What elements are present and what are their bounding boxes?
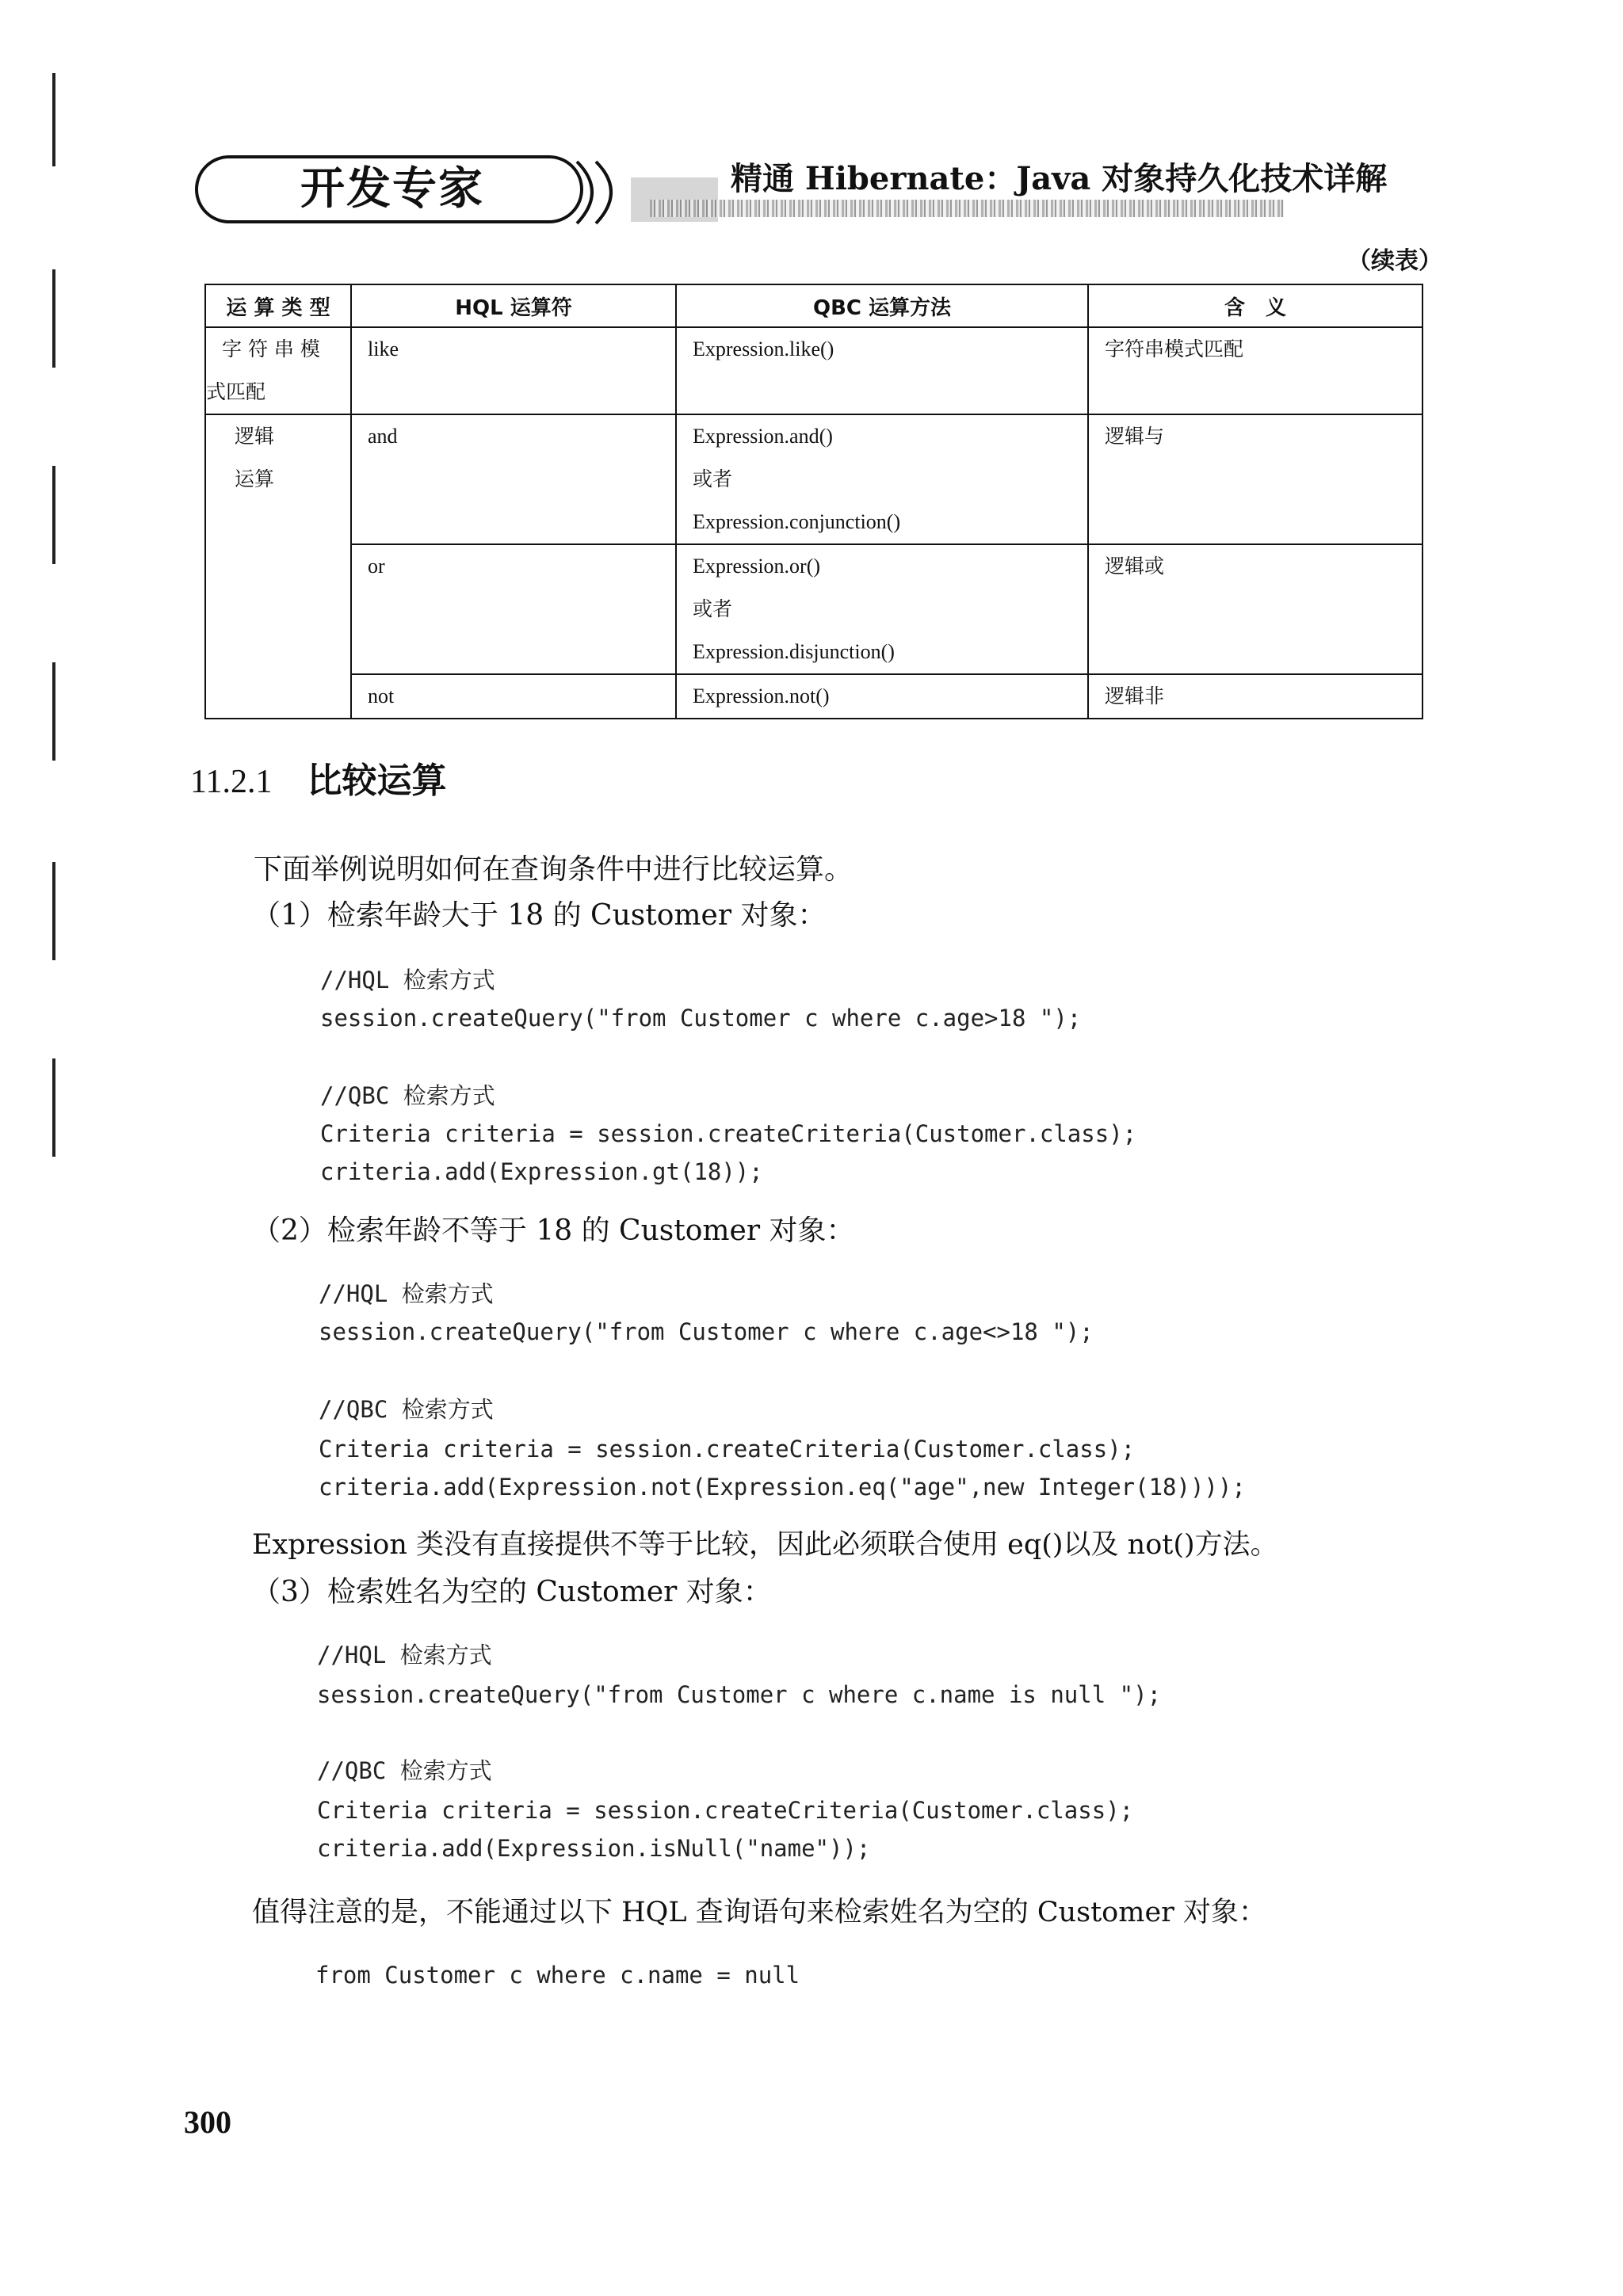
table-continued-label: （续表） bbox=[1347, 247, 1442, 275]
table-row bbox=[205, 414, 1423, 544]
example-3-title: （3）检索姓名为空的 Customer 对象： bbox=[252, 1576, 772, 1608]
cell-hql: like bbox=[351, 327, 676, 414]
section-title: 比较运算 bbox=[307, 761, 447, 801]
cell-type-line: 式匹配 bbox=[206, 380, 266, 403]
series-badge-text: 开发专家 bbox=[300, 163, 484, 215]
code-line: session.createQuery("from Customer c where c.name is null "); bbox=[317, 1681, 1162, 1708]
cell-type bbox=[205, 414, 351, 719]
cell-qbc-line: 或者 bbox=[693, 467, 733, 490]
cell-qbc-line: Expression.like() bbox=[693, 338, 834, 360]
section-number: 11.2.1 bbox=[190, 764, 273, 800]
code-comment: //QBC 检索方式 bbox=[320, 1082, 495, 1109]
cell-qbc-line: 或者 bbox=[693, 597, 733, 620]
header-hql: HQL 运算符 bbox=[351, 284, 676, 327]
example-1-title: （1）检索年龄大于 18 的 Customer 对象： bbox=[252, 899, 827, 932]
cell-meaning: 逻辑或 bbox=[1088, 544, 1423, 674]
code-line: session.createQuery("from Customer c where c.age>18 "); bbox=[320, 1005, 1082, 1032]
cell-qbc bbox=[676, 414, 1088, 544]
cell-type-line: 字 符 串 模 bbox=[222, 338, 320, 360]
table-row bbox=[205, 544, 1423, 674]
cell-qbc-line: Expression.not() bbox=[693, 685, 830, 707]
code-comment: //QBC 检索方式 bbox=[317, 1757, 492, 1784]
code-comment: //HQL 检索方式 bbox=[317, 1642, 492, 1669]
note-paragraph: 值得注意的是，不能通过以下 HQL 查询语句来检索姓名为空的 Customer 对象： bbox=[252, 1897, 1267, 1928]
cell-qbc-line: Expression.and() bbox=[693, 425, 833, 448]
cell-hql: not bbox=[351, 674, 676, 719]
margin-mark bbox=[52, 862, 55, 960]
margin-mark bbox=[52, 73, 55, 166]
header-arc-icon bbox=[572, 157, 731, 228]
code-comment: //HQL 检索方式 bbox=[319, 1280, 494, 1307]
cell-qbc-line: Expression.disjunction() bbox=[693, 640, 895, 663]
code-comment: //QBC 检索方式 bbox=[319, 1396, 494, 1423]
code-line: criteria.add(Expression.gt(18)); bbox=[320, 1158, 763, 1185]
code-line: criteria.add(Expression.not(Expression.eq("age",new Integer(18)))); bbox=[319, 1474, 1246, 1501]
book-title: 精通 Hibernate：Java 对象持久化技术详解 bbox=[731, 160, 1388, 197]
cell-meaning: 逻辑与 bbox=[1088, 414, 1423, 544]
header-type: 运 算 类 型 bbox=[205, 284, 351, 327]
header-qbc: QBC 运算方法 bbox=[676, 284, 1088, 327]
code-line: Criteria criteria = session.createCriteria(Customer.class); bbox=[317, 1797, 1134, 1824]
cell-type-line: 运算 bbox=[235, 467, 275, 490]
code-line: Criteria criteria = session.createCriteria(Customer.class); bbox=[320, 1120, 1137, 1147]
series-badge bbox=[195, 155, 583, 223]
margin-mark bbox=[52, 662, 55, 761]
code-comment: //HQL 检索方式 bbox=[320, 967, 495, 994]
table-header-row bbox=[205, 284, 1423, 327]
cell-hql: and bbox=[351, 414, 676, 544]
cell-qbc bbox=[676, 544, 1088, 674]
cell-qbc-line: Expression.or() bbox=[693, 555, 821, 578]
code-line: Criteria criteria = session.createCriteria(Customer.class); bbox=[319, 1436, 1136, 1463]
operator-table bbox=[204, 284, 1423, 719]
cell-meaning: 字符串模式匹配 bbox=[1088, 327, 1423, 414]
cell-qbc-line: Expression.conjunction() bbox=[693, 510, 901, 533]
cell-qbc bbox=[676, 674, 1088, 719]
page-number: 300 bbox=[184, 2104, 231, 2140]
note-paragraph: Expression 类没有直接提供不等于比较，因此必须联合使用 eq()以及 not()方法。 bbox=[252, 1529, 1278, 1561]
code-line: from Customer c where c.name = null bbox=[315, 1962, 800, 1989]
intro-paragraph: 下面举例说明如何在查询条件中进行比较运算。 bbox=[254, 853, 854, 886]
margin-mark bbox=[52, 269, 55, 368]
code-line: session.createQuery("from Customer c where c.age<>18 "); bbox=[319, 1318, 1094, 1345]
table-row bbox=[205, 327, 1423, 414]
cell-hql: or bbox=[351, 544, 676, 674]
header-meaning: 含 义 bbox=[1088, 284, 1423, 327]
section-heading bbox=[190, 756, 446, 807]
cell-type bbox=[205, 327, 351, 414]
table-row bbox=[205, 674, 1423, 719]
cell-type-line: 逻辑 bbox=[235, 425, 275, 448]
example-2-title: （2）检索年龄不等于 18 的 Customer 对象： bbox=[252, 1215, 855, 1247]
code-line: criteria.add(Expression.isNull("name")); bbox=[317, 1835, 871, 1862]
cell-qbc bbox=[676, 327, 1088, 414]
margin-mark bbox=[52, 1058, 55, 1157]
cell-meaning: 逻辑非 bbox=[1088, 674, 1423, 719]
margin-mark bbox=[52, 466, 55, 564]
